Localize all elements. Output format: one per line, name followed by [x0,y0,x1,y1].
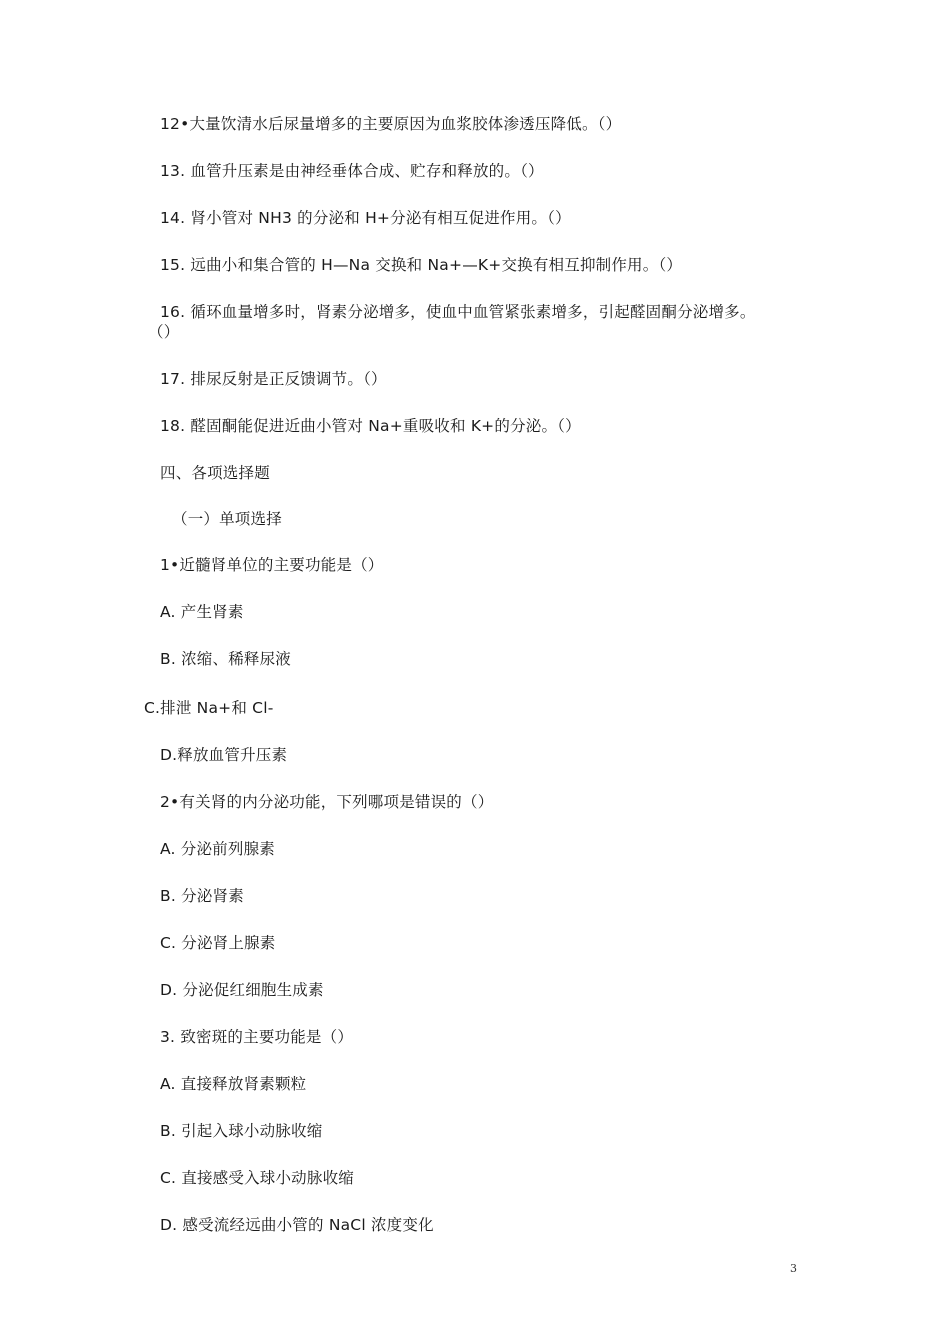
question-18: 18. 醛固酮能促进近曲小管对 Na+重吸收和 K+的分泌。（） [160,417,581,435]
mc-question-2-option-a: A. 分泌前列腺素 [160,840,275,858]
question-13: 13. 血管升压素是由神经垂体合成、贮存和释放的。（） [160,162,544,180]
subsection-heading: （一）单项选择 [172,510,282,528]
mc-question-3: 3. 致密斑的主要功能是（） [160,1028,354,1046]
mc-question-3-option-d: D. 感受流经远曲小管的 NaCl 浓度变化 [160,1216,434,1234]
mc-question-3-option-c: C. 直接感受入球小动脉收缩 [160,1169,354,1187]
mc-question-2-option-b: B. 分泌肾素 [160,887,244,905]
mc-question-2-option-d: D. 分泌促红细胞生成素 [160,981,324,999]
question-16-line2: （） [148,323,180,341]
mc-question-3-option-a: A. 直接释放肾素颗粒 [160,1075,307,1093]
mc-question-2-option-c: C. 分泌肾上腺素 [160,934,276,952]
mc-question-2: 2•有关肾的内分泌功能，下列哪项是错误的（） [160,793,494,811]
mc-question-3-option-b: B. 引起入球小动脉收缩 [160,1122,323,1140]
question-14: 14. 肾小管对 NH3 的分泌和 H+分泌有相互促进作用。（） [160,209,571,227]
page-number: 3 [790,1262,797,1275]
mc-question-1-option-b: B. 浓缩、稀释尿液 [160,650,291,668]
question-17: 17. 排尿反射是正反馈调节。（） [160,370,387,388]
question-12: 12•大量饮清水后尿量增多的主要原因为血浆胶体渗透压降低。（） [160,115,622,133]
mc-question-1-option-d: D.释放血管升压素 [160,746,288,764]
section-heading: 四、各项选择题 [160,464,270,482]
mc-question-1-option-a: A. 产生肾素 [160,603,244,621]
mc-question-1: 1•近髓肾单位的主要功能是（） [160,556,384,574]
mc-question-1-option-c: C.排泄 Na+和 Cl- [144,699,274,717]
question-16-line1: 16. 循环血量增多时，肾素分泌增多，使血中血管紧张素增多，引起醛固酮分泌增多。 [160,303,756,321]
question-15: 15. 远曲小和集合管的 H—Na 交换和 Na+—K+交换有相互抑制作用。（） [160,256,683,274]
